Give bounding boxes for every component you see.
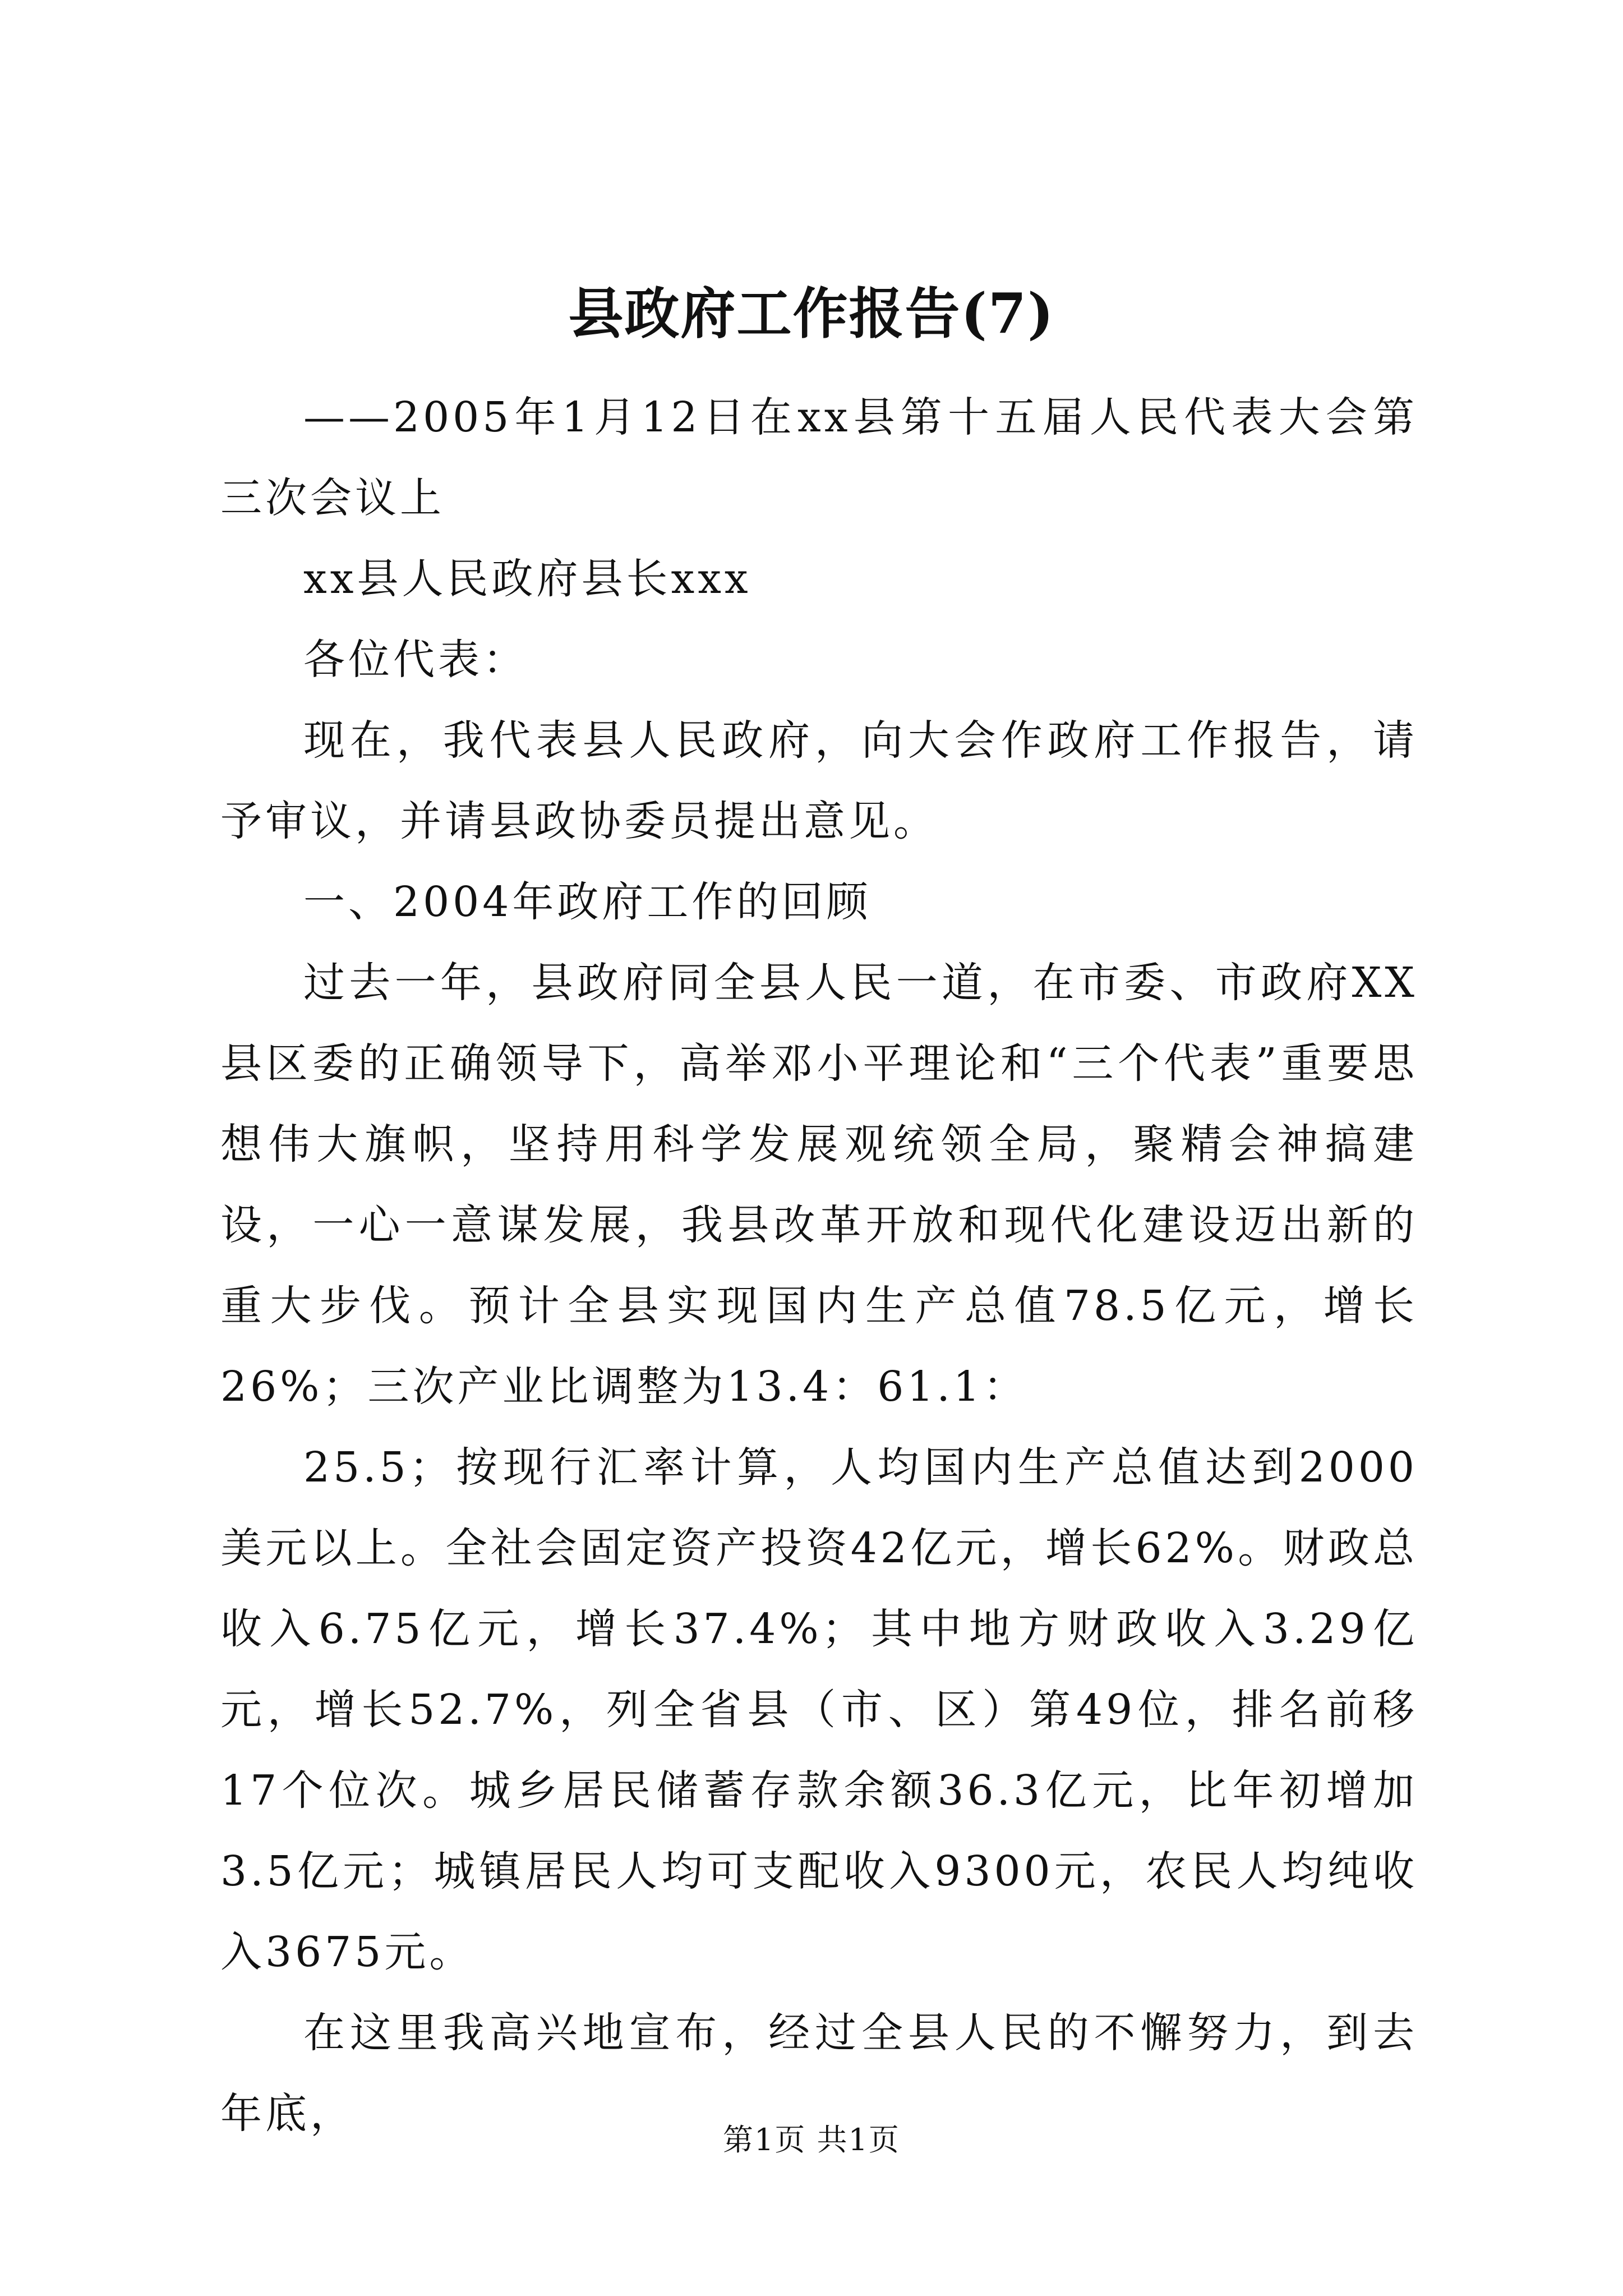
subtitle-paragraph: ——2005年1月12日在xx县第十五届人民代表大会第三次会议上 xyxy=(220,393,1418,522)
document-title: 县政府工作报告(7) xyxy=(568,282,1055,346)
speaker-line: xx县人民政府县长xxx xyxy=(303,555,751,603)
review-paragraph: 过去一年，县政府同全县人民一道，在市委、市政府XX县区委的正确领导下，高举邓小平理论和“三个代表”重要思想伟大旗帜，坚持用科学发展观统领全局，聚精会神搞建设，一心一意谋发展，我县改革开放和现代化建设迈出新的重大步伐。预计全县实现国内生产总值78.5亿元，增长26%；三次产业比调整为13.4：61.1： xyxy=(220,959,1418,1411)
statistics-paragraph: 25.5；按现行汇率计算，人均国内生产总值达到2000美元以上。全社会固定资产投资42亿元，增长62%。财政总收入6.75亿元，增长37.4%；其中地方财政收入3.29亿元，增长52.7%，列全省县（市、区）第49位，排名前移17个位次。城乡居民储蓄存款余额36.3亿元，比年初增加3.5亿元；城镇居民人均可支配收入9300元，农民人均纯收入3675元。 xyxy=(220,1443,1418,1976)
page-number-footer: 第1页 共1页 xyxy=(723,2122,900,2157)
section-heading: 一、2004年政府工作的回顾 xyxy=(303,878,872,926)
intro-paragraph: 现在，我代表县人民政府，向大会作政府工作报告，请予审议，并请县政协委员提出意见。 xyxy=(220,716,1418,845)
document-body xyxy=(220,377,1418,2154)
announcement-paragraph: 在这里我高兴地宣布，经过全县人民的不懈努力，到去年底， xyxy=(220,2009,1418,2138)
salutation: 各位代表： xyxy=(303,636,528,684)
